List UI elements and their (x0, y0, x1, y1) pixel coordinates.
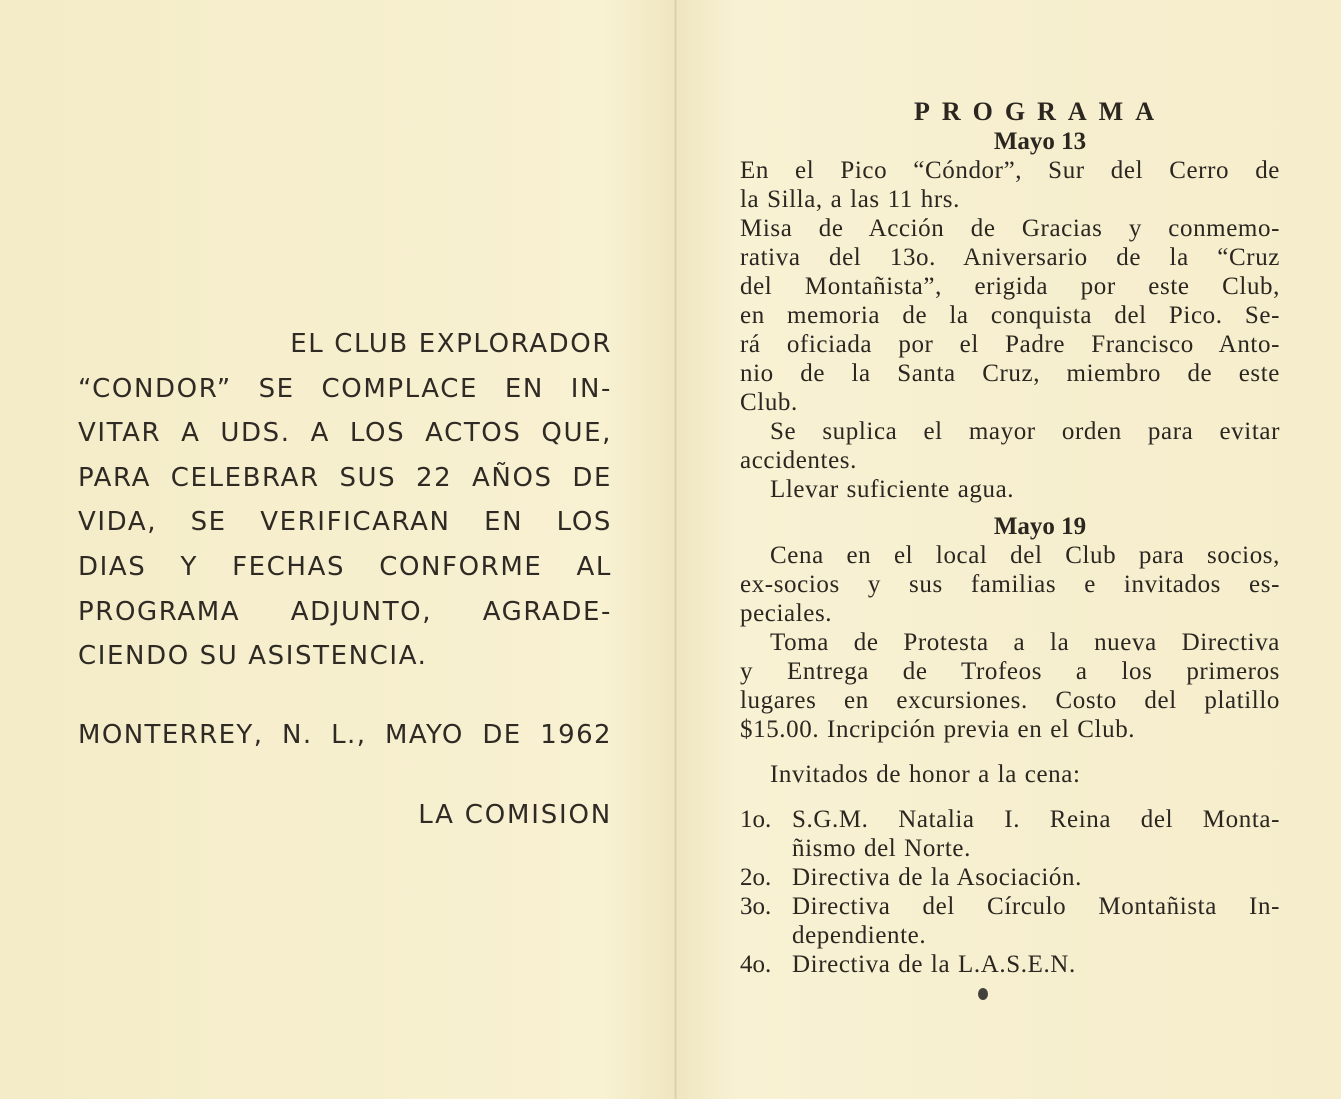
guest-number: 3o. (740, 893, 772, 920)
program-line: peciales. (740, 600, 833, 627)
guest-line: S.G.M. Natalia I. Reina del Monta- (792, 806, 1280, 833)
invitation-line: EL CLUB EXPLORADOR (290, 329, 612, 359)
program-line: en memoria de la conquista del Pico. Se- (740, 302, 1280, 329)
program-line: nio de la Santa Cruz, miembro de este (740, 360, 1280, 387)
program-line: la Silla, a las 11 hrs. (740, 186, 960, 213)
ink-speck (978, 988, 988, 1000)
spacer (740, 789, 1280, 805)
program-panel (677, 0, 1341, 1099)
guest-number: 2o. (740, 864, 772, 891)
program-line: Cena en el local del Club para socios, (770, 542, 1280, 569)
guest-line: Directiva del Círculo Montañista In- (792, 893, 1280, 920)
program-line: lugares en excursiones. Costo del platillo (740, 687, 1280, 714)
date-heading: Mayo 19 (993, 513, 1087, 540)
program-line: $15.00. Incripción previa en el Club. (740, 716, 1136, 743)
invitation-line: VIDA, SE VERIFICARAN EN LOS (78, 507, 612, 538)
guest-item (740, 805, 1280, 863)
invitation-line: VITAR A UDS. A LOS ACTOS QUE, (78, 418, 612, 449)
program (740, 30, 1280, 979)
invitation-line: “CONDOR” SE COMPLACE EN IN- (78, 373, 612, 404)
program-line: En el Pico “Cóndor”, Sur del Cerro de (740, 157, 1280, 184)
city-date: MONTERREY, N. L., MAYO DE 1962 (78, 720, 612, 750)
spacer (740, 504, 1280, 512)
invitation-line: DIAS Y FECHAS CONFORME AL (78, 551, 612, 582)
invitation-text (78, 322, 612, 679)
program-line: rá oficiada por el Padre Francisco Anto- (740, 331, 1280, 358)
invitation-line: PARA CELEBRAR SUS 22 AÑOS DE (78, 462, 612, 493)
program-line: del Montañista”, erigida por este Club, (740, 273, 1280, 300)
guest-number: 1o. (740, 806, 772, 833)
program-line: Toma de Protesta a la nueva Directiva (770, 629, 1280, 656)
guest-item (740, 950, 1280, 979)
program-line: Club. (740, 389, 798, 416)
date-heading: Mayo 13 (993, 128, 1087, 155)
program-line: Llevar suficiente agua. (770, 476, 1015, 503)
guest-line: dependiente. (792, 922, 927, 949)
guest-item (740, 863, 1280, 892)
guest-text (792, 863, 1280, 892)
program-line: Misa de Acción de Gracias y conmemo- (740, 215, 1280, 242)
guest-text (792, 950, 1280, 979)
signature: LA COMISION (418, 800, 612, 830)
program-title: PROGRAMA (914, 97, 1166, 126)
guest-line: Directiva de la L.A.S.E.N. (792, 951, 1076, 978)
program-line: y Entrega de Trofeos a los primeros (740, 658, 1280, 685)
spacer (740, 744, 1280, 760)
invitation-line: CIENDO SU ASISTENCIA. (78, 641, 428, 672)
guest-item (740, 892, 1280, 950)
program-line: ex-socios y sus familias e invitados es- (740, 571, 1280, 598)
program-line: accidentes. (740, 447, 857, 474)
program-line: rativa del 13o. Aniversario de la “Cruz (740, 244, 1280, 271)
guests-heading: Invitados de honor a la cena: (770, 761, 1081, 788)
invitation-line: PROGRAMA ADJUNTO, AGRADE- (78, 596, 612, 627)
program-line: Se suplica el mayor orden para evitar (770, 418, 1280, 445)
guest-line: Directiva de la Asociación. (792, 864, 1082, 891)
guest-line: ñismo del Norte. (792, 835, 971, 862)
guest-text (792, 892, 1280, 950)
guest-text (792, 805, 1280, 863)
guest-number: 4o. (740, 951, 772, 978)
